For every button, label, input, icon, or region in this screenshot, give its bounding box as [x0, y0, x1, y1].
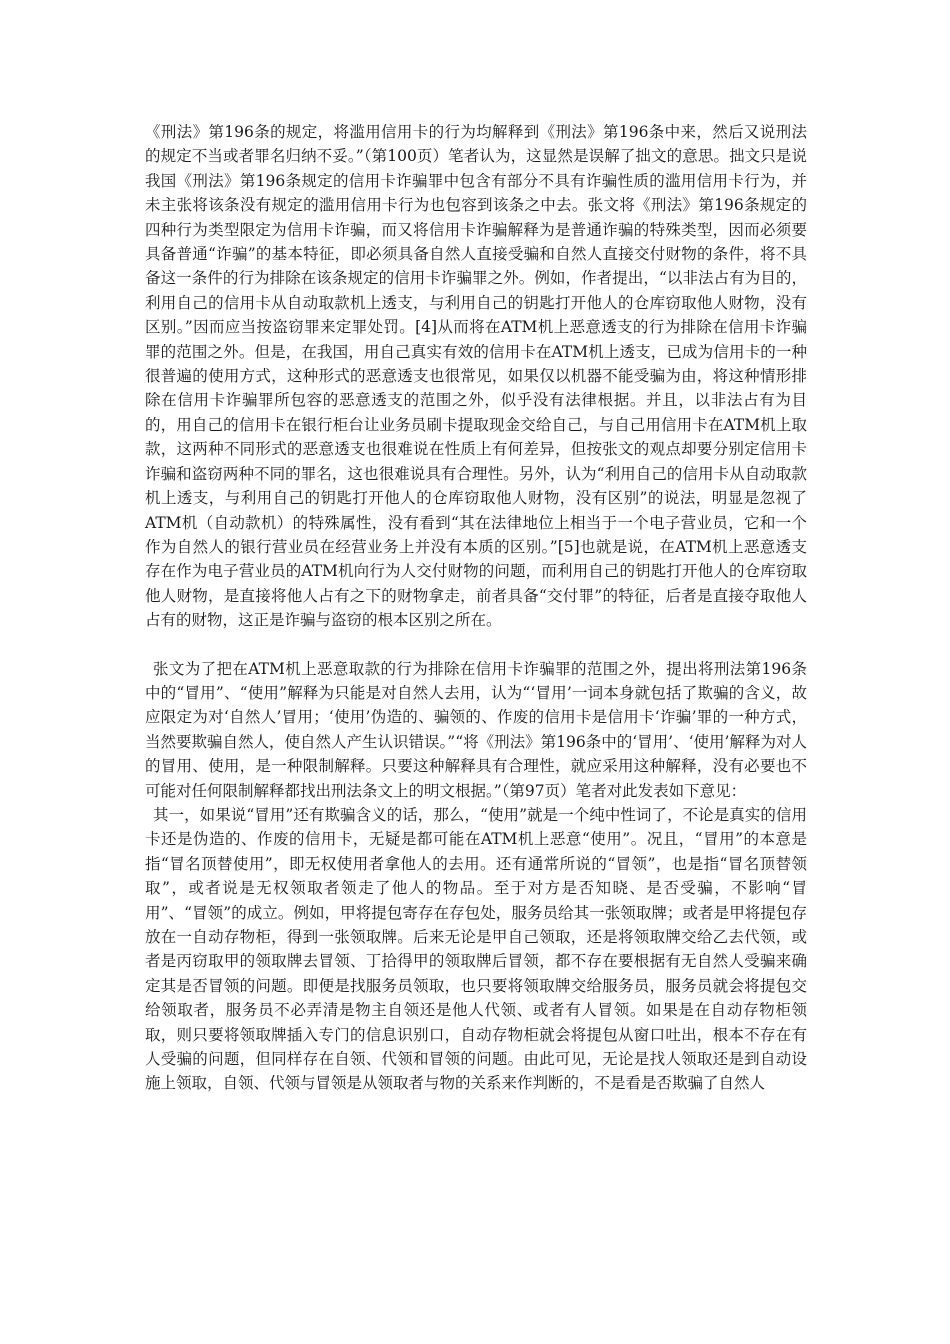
- paragraph-1: 《刑法》第196条的规定，将滥用信用卡的行为均解释到《刑法》第196条中来，然后又说刑法的规定不当或者罪名归纳不妥。”（第100页）笔者认为，这显然是误解了拙文的意思。拙文只是说我国《刑法》第196条规定的信用卡诈骗罪中包含有部分不具有诈骗性质的滥用信用卡行为，并未主张将该条没有规定的滥用信用卡行为也包容到该条之中去。张文将《刑法》第196条规定的四种行为类型限定为信用卡诈骗，而又将信用卡诈骗解释为是普通诈骗的特殊类型，因而必须要具备普通“诈骗”的基本特征，即必须具备自然人直接受骗和自然人直接交付财物的条件，将不具备这一条件的行为排除在该条规定的信用卡诈骗罪之外。例如，作者提出，“以非法占有为目的，利用自己的信用卡从自动取款机上透支，与利用自己的钥匙打开他人的仓库窃取他人财物，没有区别。”因而应当按盗窃罪来定罪处罚。[4]从而将在ATM机上恶意透支的行为排除在信用卡诈骗罪的范围之外。但是，在我国，用自己真实有效的信用卡在ATM机上透支，已成为信用卡的一种很普遍的使用方式，这种形式的恶意透支也很常见，如果仅以机器不能受骗为由，将这种情形排除在信用卡诈骗罪所包容的恶意透支的范围之外，似乎没有法律根据。并且，以非法占有为目的，用自己的信用卡在银行柜台让业务员刷卡提取现金交给自己，与自己用信用卡在ATM机上取款，这两种不同形式的恶意透支也很难说在性质上有何差异，但按张文的观点却要分别定信用卡诈骗和盗窃两种不同的罪名，这也很难说具有合理性。另外，认为“利用自己的信用卡从自动取款机上透支，与利用自己的钥匙打开他人的仓库窃取他人财物，没有区别”的说法，明显是忽视了ATM机（自动款机）的特殊属性，没有看到“其在法律地位上相当于一个电子营业员，它和一个作为自然人的银行营业员在经营业务上并没有本质的区别。”[5]也就是说，在ATM机上恶意透支存在作为电子营业员的ATM机向行为人交付财物的问题，而利用自己的钥匙打开他人的仓库窃取他人财物，是直接将他人占有之下的财物拿走，前者具备“交付罪”的特征，后者是直接夺取他人占有的财物，这正是诈骗与盗窃的根本区别之所在。: [145, 123, 807, 630]
- paragraph-spacer: [145, 633, 807, 657]
- document-page: [145, 120, 807, 1096]
- paragraph-3: 其一，如果说“冒用”还有欺骗含义的话，那么，“使用”就是一个纯中性词了，不论是真实的信用卡还是伪造的、作废的信用卡，无疑是都可能在ATM机上恶意“使用”。况且，“冒用”的本意是指“冒名顶替使用”，即无权使用者拿他人的去用。还有通常所说的“冒领”，也是指“冒名顶替领取”，或者说是无权领取者领走了他人的物品。至于对方是否知晓、是否受骗，不影响“冒用”、“冒领”的成立。例如，甲将提包寄存在存包处，服务员给其一张领取牌；或者是甲将提包存放在一自动存物柜，得到一张领取牌。后来无论是甲自己领取，还是将领取牌交给乙去代领，或者是丙窃取甲的领取牌去冒领、丁拾得甲的领取牌后冒领，都不存在要根据有无自然人受骗来确定其是否冒领的问题。即便是找服务员领取，也只要将领取牌交给服务员，服务员就会将提包交给领取者，服务员不必弄清是物主自领还是他人代领、或者有人冒领。如果是在自动存物柜领取，则只要将领取牌插入专门的信息识别口，自动存物柜就会将提包从窗口吐出，根本不存在有人受骗的问题，但同样存在自领、代领和冒领的问题。由此可见，无论是找人领取还是到自动设施上领取，自领、代领与冒领是从领取者与物的关系来作判断的，不是看是否欺骗了自然人: [145, 805, 807, 1093]
- paragraph-2: 张文为了把在ATM机上恶意取款的行为排除在信用卡诈骗罪的范围之外，提出将刑法第196条中的“冒用”、“使用”解释为只能是对自然人去用，认为“‘冒用’一词本身就包括了欺骗的含义，故应限定为对‘自然人’冒用；‘使用’伪造的、骗领的、作废的信用卡是信用卡‘诈骗’罪的一种方式，当然要欺骗自然人，使自然人产生认识错误。”“将《刑法》第196条中的‘冒用’、‘使用’解释为对人的冒用、使用，是一种限制解释。只要这种解释具有合理性，就应采用这种解释，没有必要也不可能对任何限制解释都找出刑法条文上的明文根据。”（第97页）笔者对此发表如下意见：: [145, 659, 807, 800]
